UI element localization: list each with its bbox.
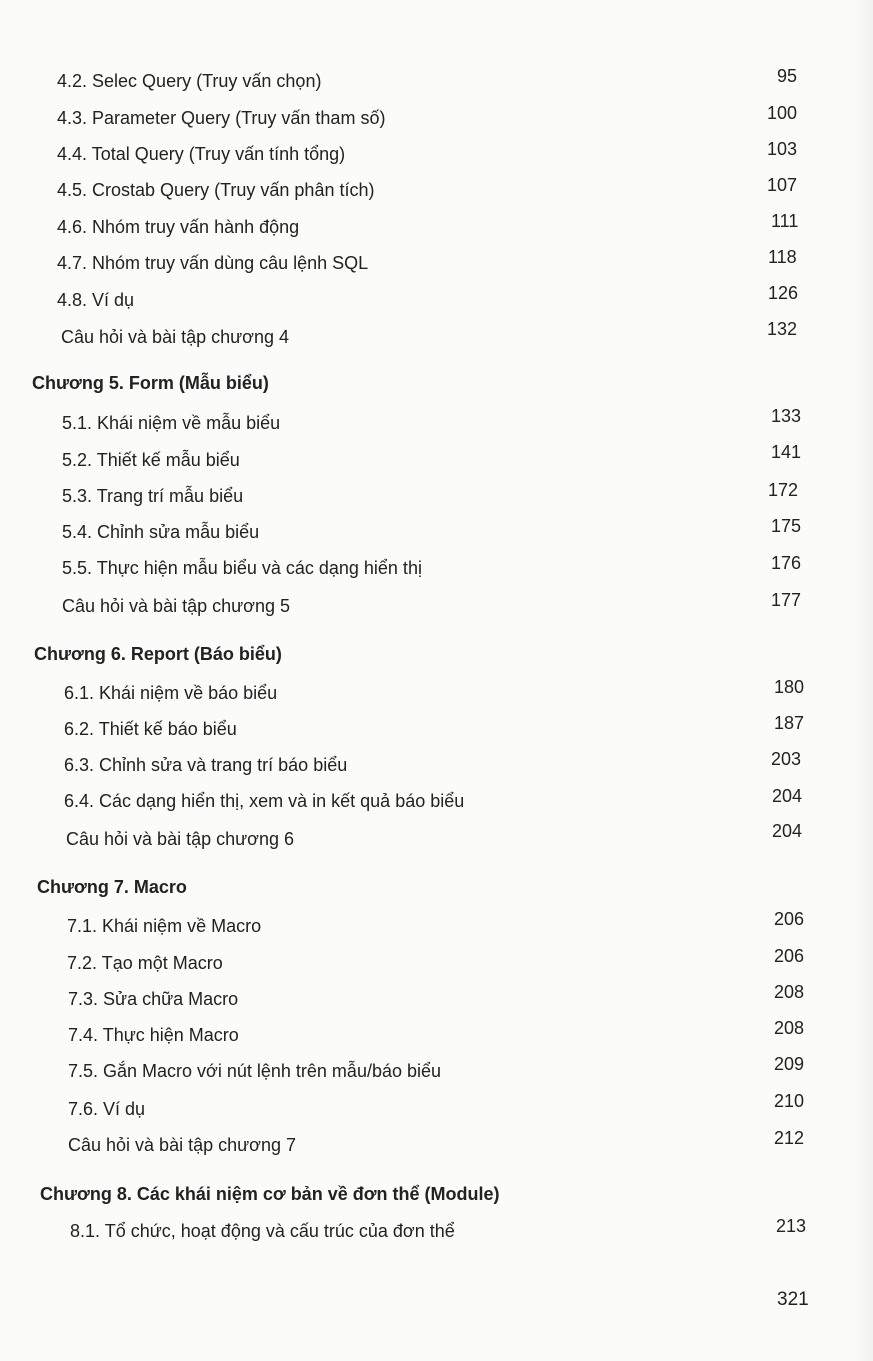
- toc-page-7-3: 208: [774, 982, 805, 1002]
- toc-entry-ch4-questions: Câu hỏi và bài tập chương 4: [61, 327, 289, 347]
- toc-entry-5-2: 5.2. Thiết kế mẫu biểu: [62, 450, 240, 470]
- toc-entry-7-5: 7.5. Gắn Macro với nút lệnh trên mẫu/báo biểu: [68, 1061, 442, 1081]
- toc-entry-6-2: 6.2. Thiết kế báo biểu: [64, 719, 237, 739]
- toc-entry-4-4: 4.4. Total Query (Truy vấn tính tổng): [57, 144, 346, 164]
- toc-page-7-6: 210: [774, 1091, 805, 1111]
- toc-entry-4-3: 4.3. Parameter Query (Truy vấn tham số): [57, 108, 386, 128]
- toc-page-5-1: 133: [771, 406, 802, 426]
- toc-page-5-5: 176: [771, 553, 802, 573]
- page-number: 321: [777, 1289, 809, 1310]
- toc-page-7-5: 209: [774, 1054, 805, 1074]
- toc-entry-7-2: 7.2. Tạo một Macro: [67, 953, 223, 973]
- toc-entry-6-3: 6.3. Chỉnh sửa và trang trí báo biểu: [64, 755, 348, 775]
- toc-entry-4-8: 4.8. Ví dụ: [57, 290, 135, 310]
- toc-page-6-3: 203: [771, 749, 802, 769]
- toc-heading-chapter-5: Chương 5. Form (Mẫu biểu): [32, 373, 269, 393]
- toc-page-4-7: 118: [768, 247, 797, 267]
- toc-heading-chapter-8: Chương 8. Các khái niệm cơ bản về đơn thể (Module): [40, 1184, 500, 1204]
- page-edge-shadow: [853, 0, 873, 1361]
- toc-entry-ch7-questions: Câu hỏi và bài tập chương 7: [68, 1135, 296, 1155]
- toc-page-7-2: 206: [774, 946, 805, 966]
- toc-entry-5-5: 5.5. Thực hiện mẫu biểu và các dạng hiển thị: [62, 558, 422, 578]
- toc-entry-ch6-questions: Câu hỏi và bài tập chương 6: [66, 829, 294, 849]
- toc-page-6-2: 187: [774, 713, 805, 733]
- toc-page-6-1: 180: [774, 677, 805, 697]
- toc-entry-7-1: 7.1. Khái niệm về Macro: [67, 916, 262, 936]
- toc-page-7-1: 206: [774, 909, 805, 929]
- toc-page-4-2: 95: [777, 66, 798, 86]
- toc-page-4-4: 103: [767, 139, 798, 159]
- toc-page-5-2: 141: [771, 442, 802, 462]
- toc-entry-7-3: 7.3. Sửa chữa Macro: [68, 989, 239, 1009]
- toc-entry-ch5-questions: Câu hỏi và bài tập chương 5: [62, 596, 290, 616]
- toc-entry-5-3: 5.3. Trang trí mẫu biểu: [62, 486, 244, 506]
- toc-entry-4-7: 4.7. Nhóm truy vấn dùng câu lệnh SQL: [57, 253, 369, 273]
- toc-entry-7-6: 7.6. Ví dụ: [68, 1099, 146, 1119]
- toc-page-ch7-questions: 212: [774, 1128, 805, 1148]
- toc-page-6-4: 204: [772, 786, 803, 806]
- toc-entry-7-4: 7.4. Thực hiện Macro: [68, 1025, 239, 1045]
- toc-entry-5-1: 5.1. Khái niệm về mẫu biểu: [62, 413, 281, 433]
- toc-entry-6-1: 6.1. Khái niệm về báo biểu: [64, 683, 278, 703]
- toc-page-ch4-questions: 132: [767, 319, 798, 339]
- toc-page-7-4: 208: [774, 1018, 805, 1038]
- toc-page-8-1: 213: [776, 1216, 807, 1236]
- toc-entry-4-6: 4.6. Nhóm truy vấn hành động: [57, 217, 300, 237]
- toc-page-ch6-questions: 204: [772, 821, 803, 841]
- toc-entry-4-5: 4.5. Crostab Query (Truy vấn phân tích): [57, 180, 375, 200]
- toc-page-4-5: 107: [767, 175, 798, 195]
- toc-entry-5-4: 5.4. Chỉnh sửa mẫu biểu: [62, 522, 260, 542]
- toc-heading-chapter-6: Chương 6. Report (Báo biểu): [34, 644, 282, 664]
- toc-entry-8-1: 8.1. Tổ chức, hoạt động và cấu trúc của đơn thể: [70, 1221, 455, 1241]
- toc-entry-6-4: 6.4. Các dạng hiển thị, xem và in kết quả báo biểu: [64, 791, 465, 811]
- toc-page-4-6: 111: [771, 211, 799, 231]
- toc-heading-chapter-7: Chương 7. Macro: [37, 877, 187, 897]
- toc-page-5-3: 172: [768, 480, 799, 500]
- toc-page-ch5-questions: 177: [771, 590, 802, 610]
- toc-page-5-4: 175: [771, 516, 802, 536]
- toc-page-4-3: 100: [767, 103, 798, 123]
- toc-page-4-8: 126: [768, 283, 799, 303]
- toc-entry-4-2: 4.2. Selec Query (Truy vấn chọn): [57, 71, 322, 91]
